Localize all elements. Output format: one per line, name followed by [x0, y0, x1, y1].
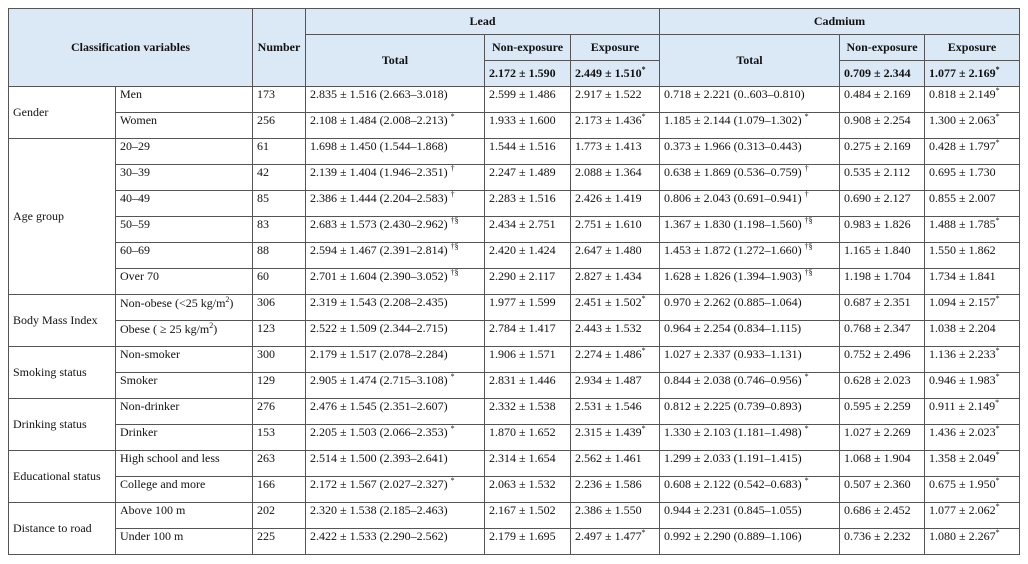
table-row [9, 217, 1020, 243]
count-cell: 83 [253, 217, 306, 243]
subcategory-label: 50–59 [116, 217, 253, 243]
significance-mark: †§ [804, 242, 813, 251]
significance-mark: * [804, 112, 809, 121]
cadmium-total-cell: 0.718 ± 2.221 (0..603–0.810) [660, 87, 840, 113]
cadmium-exposure-cell: 0.695 ± 1.730 [925, 165, 1020, 191]
cadmium-exposure-cell: 0.946 ± 1.983* [925, 373, 1020, 399]
table-row [9, 113, 1020, 139]
cadmium-non-exposure-cell: 0.686 ± 2.452 [840, 503, 925, 529]
cadmium-exposure-cell: 0.818 ± 2.149* [925, 87, 1020, 113]
count-cell: 225 [253, 529, 306, 555]
subcategory-label: Under 100 m [116, 529, 253, 555]
cadmium-total-cell: 0.638 ± 1.869 (0.536–0.759) † [660, 165, 840, 191]
table-row [9, 373, 1020, 399]
count-cell: 166 [253, 477, 306, 503]
cadmium-non-exposure-cell: 0.628 ± 2.023 [840, 373, 925, 399]
significance-mark: * [995, 65, 1000, 74]
lead-exposure-cell: 2.443 ± 1.532 [571, 321, 660, 347]
lead-exposure-cell: 2.751 ± 1.610 [571, 217, 660, 243]
significance-mark: * [995, 502, 1000, 511]
cadmium-non-exposure-cell: 0.768 ± 2.347 [840, 321, 925, 347]
lead-exposure-cell: 2.497 ± 1.477* [571, 529, 660, 555]
cadmium-total-cell: 1.330 ± 2.103 (1.181–1.498) * [660, 425, 840, 451]
significance-mark: * [450, 424, 455, 433]
group-label: Gender [9, 87, 116, 139]
cadmium-non-exposure-cell: 0.484 ± 2.169 [840, 87, 925, 113]
significance-mark: * [995, 112, 1000, 121]
table-row [9, 321, 1020, 347]
significance-mark: * [641, 346, 646, 355]
lead-non-exposure-cell: 2.434 ± 2.751 [485, 217, 571, 243]
cadmium-exposure-cell: 0.855 ± 2.007 [925, 191, 1020, 217]
subcategory-label: Over 70 [116, 269, 253, 295]
significance-mark: * [995, 138, 1000, 147]
cadmium-non-exposure-cell: 0.595 ± 2.259 [840, 399, 925, 425]
table-row [9, 191, 1020, 217]
header-lead: Lead [306, 9, 660, 35]
lead-non-exposure-cell: 1.977 ± 1.599 [485, 295, 571, 321]
count-cell: 276 [253, 399, 306, 425]
significance-mark: * [641, 424, 646, 433]
lead-exposure-cell: 2.386 ± 1.550 [571, 503, 660, 529]
lead-total-cell: 1.698 ± 1.450 (1.544–1.868) [306, 139, 485, 165]
cadmium-exposure-cell: 1.488 ± 1.785* [925, 217, 1020, 243]
lead-total-cell: 2.139 ± 1.404 (1.946–2.351) † [306, 165, 485, 191]
cadmium-exposure-cell: 1.734 ± 1.841 [925, 269, 1020, 295]
group-label: Body Mass Index [9, 295, 116, 347]
significance-mark: † [450, 190, 455, 199]
significance-mark: †§ [450, 242, 459, 251]
cadmium-non-exposure-cell: 1.068 ± 1.904 [840, 451, 925, 477]
lead-exposure-cell: 1.773 ± 1.413 [571, 139, 660, 165]
significance-mark: * [995, 86, 1000, 95]
count-cell: 88 [253, 243, 306, 269]
header-lead-non-exposure: Non-exposure [485, 35, 571, 61]
cadmium-total-cell: 1.453 ± 1.872 (1.272–1.660) †§ [660, 243, 840, 269]
lead-exposure-cell: 2.531 ± 1.546 [571, 399, 660, 425]
subcategory-label: Women [116, 113, 253, 139]
lead-total-cell: 2.108 ± 1.484 (2.008–2.213) * [306, 113, 485, 139]
count-cell: 85 [253, 191, 306, 217]
significance-mark: * [641, 112, 646, 121]
cadmium-total-cell: 0.812 ± 2.225 (0.739–0.893) [660, 399, 840, 425]
header-cadmium-exposure: Exposure [925, 35, 1020, 61]
cadmium-non-exposure-cell: 0.983 ± 1.826 [840, 217, 925, 243]
header-cadmium: Cadmium [660, 9, 1020, 35]
lead-exposure-cell: 2.274 ± 1.486* [571, 347, 660, 373]
subcategory-label: Men [116, 87, 253, 113]
table-row [9, 477, 1020, 503]
cadmium-non-exposure-overall: 0.709 ± 2.344 [840, 61, 925, 87]
significance-mark: * [995, 294, 1000, 303]
group-label: Educational status [9, 451, 116, 503]
table-row [9, 243, 1020, 269]
header-number: Number [253, 9, 306, 87]
header-lead-exposure: Exposure [571, 35, 660, 61]
cadmium-exposure-cell: 1.080 ± 2.267* [925, 529, 1020, 555]
table-row [9, 425, 1020, 451]
cadmium-exposure-cell: 1.077 ± 2.062* [925, 503, 1020, 529]
cadmium-total-cell: 0.964 ± 2.254 (0.834–1.115) [660, 321, 840, 347]
group-label: Drinking status [9, 399, 116, 451]
lead-non-exposure-cell: 2.784 ± 1.417 [485, 321, 571, 347]
lead-non-exposure-cell: 2.420 ± 1.424 [485, 243, 571, 269]
cadmium-exposure-cell: 0.911 ± 2.149* [925, 399, 1020, 425]
count-cell: 300 [253, 347, 306, 373]
significance-mark: * [641, 65, 646, 74]
lead-total-cell: 2.514 ± 1.500 (2.393–2.641) [306, 451, 485, 477]
table-header [9, 9, 1020, 87]
subcategory-label: Smoker [116, 373, 253, 399]
table-row [9, 399, 1020, 425]
lead-non-exposure-cell: 2.283 ± 1.516 [485, 191, 571, 217]
significance-mark: † [804, 164, 809, 173]
cadmium-exposure-cell: 1.094 ± 2.157* [925, 295, 1020, 321]
significance-mark: * [804, 476, 809, 485]
significance-mark: †§ [804, 268, 813, 277]
count-cell: 202 [253, 503, 306, 529]
significance-mark: * [995, 398, 1000, 407]
lead-total-cell: 2.476 ± 1.545 (2.351–2.607) [306, 399, 485, 425]
cadmium-total-cell: 1.185 ± 2.144 (1.079–1.302) * [660, 113, 840, 139]
significance-mark: * [641, 294, 646, 303]
significance-mark: * [995, 450, 1000, 459]
table-row [9, 451, 1020, 477]
lead-non-exposure-cell: 2.599 ± 1.486 [485, 87, 571, 113]
lead-total-cell: 2.386 ± 1.444 (2.204–2.583) † [306, 191, 485, 217]
lead-exposure-cell: 2.647 ± 1.480 [571, 243, 660, 269]
cadmium-non-exposure-cell: 0.690 ± 2.127 [840, 191, 925, 217]
cadmium-total-cell: 0.844 ± 2.038 (0.746–0.956) * [660, 373, 840, 399]
lead-total-cell: 2.701 ± 1.604 (2.390–3.052) †§ [306, 269, 485, 295]
cadmium-non-exposure-cell: 1.198 ± 1.704 [840, 269, 925, 295]
cadmium-non-exposure-cell: 0.736 ± 2.232 [840, 529, 925, 555]
lead-non-exposure-cell: 2.831 ± 1.446 [485, 373, 571, 399]
cadmium-non-exposure-cell: 0.752 ± 2.496 [840, 347, 925, 373]
lead-non-exposure-cell: 2.314 ± 1.654 [485, 451, 571, 477]
subcategory-label: Obese ( ≥ 25 $kg/m^2$) [116, 321, 253, 347]
cadmium-exposure-cell: 1.550 ± 1.862 [925, 243, 1020, 269]
lead-non-exposure-cell: 1.870 ± 1.652 [485, 425, 571, 451]
cadmium-total-cell: 0.992 ± 2.290 (0.889–1.106) [660, 529, 840, 555]
lead-total-cell: 2.320 ± 1.538 (2.185–2.463) [306, 503, 485, 529]
cadmium-exposure-overall: 1.077 ± 2.169* [925, 61, 1020, 87]
lead-total-cell: 2.835 ± 1.516 (2.663–3.018) [306, 87, 485, 113]
header-cadmium-total: Total [660, 35, 840, 87]
lead-total-cell: 2.319 ± 1.543 (2.208–2.435) [306, 295, 485, 321]
header-cadmium-non-exposure: Non-exposure [840, 35, 925, 61]
lead-total-cell: 2.594 ± 1.467 (2.391–2.814) †§ [306, 243, 485, 269]
subcategory-label: 40–49 [116, 191, 253, 217]
lead-exposure-cell: 2.827 ± 1.434 [571, 269, 660, 295]
table-row [9, 165, 1020, 191]
subcategory-label: Non-drinker [116, 399, 253, 425]
lead-exposure-cell: 2.315 ± 1.439* [571, 425, 660, 451]
lead-non-exposure-cell: 2.332 ± 1.538 [485, 399, 571, 425]
significance-mark: * [995, 528, 1000, 537]
cadmium-non-exposure-cell: 0.908 ± 2.254 [840, 113, 925, 139]
cadmium-total-cell: 0.970 ± 2.262 (0.885–1.064) [660, 295, 840, 321]
lead-total-cell: 2.205 ± 1.503 (2.066–2.353) * [306, 425, 485, 451]
table-body [9, 87, 1020, 555]
count-cell: 153 [253, 425, 306, 451]
cadmium-non-exposure-cell: 0.687 ± 2.351 [840, 295, 925, 321]
lead-exposure-cell: 2.426 ± 1.419 [571, 191, 660, 217]
lead-exposure-cell: 2.173 ± 1.436* [571, 113, 660, 139]
header-lead-total: Total [306, 35, 485, 87]
subcategory-label: Above 100 m [116, 503, 253, 529]
table-row [9, 269, 1020, 295]
subcategory-label: Non-smoker [116, 347, 253, 373]
group-label: Distance to road [9, 503, 116, 555]
group-label: Age group [9, 139, 116, 295]
subcategory-label: High school and less [116, 451, 253, 477]
cadmium-exposure-cell: 1.358 ± 2.049* [925, 451, 1020, 477]
lead-total-cell: 2.422 ± 1.533 (2.290–2.562) [306, 529, 485, 555]
cadmium-exposure-cell: 0.428 ± 1.797* [925, 139, 1020, 165]
count-cell: 306 [253, 295, 306, 321]
cadmium-total-cell: 1.628 ± 1.826 (1.394–1.903) †§ [660, 269, 840, 295]
count-cell: 256 [253, 113, 306, 139]
count-cell: 61 [253, 139, 306, 165]
table-row [9, 139, 1020, 165]
count-cell: 129 [253, 373, 306, 399]
table-row [9, 503, 1020, 529]
lead-exposure-cell: 2.917 ± 1.522 [571, 87, 660, 113]
subcategory-label: Drinker [116, 425, 253, 451]
lead-total-cell: 2.905 ± 1.474 (2.715–3.108) * [306, 373, 485, 399]
cadmium-total-cell: 0.373 ± 1.966 (0.313–0.443) [660, 139, 840, 165]
table-row [9, 87, 1020, 113]
lead-non-exposure-cell: 1.906 ± 1.571 [485, 347, 571, 373]
cadmium-total-cell: 0.806 ± 2.043 (0.691–0.941) † [660, 191, 840, 217]
header-classification: Classification variables [9, 9, 253, 87]
lead-total-cell: 2.683 ± 1.573 (2.430–2.962) †§ [306, 217, 485, 243]
lead-non-exposure-cell: 2.247 ± 1.489 [485, 165, 571, 191]
count-cell: 60 [253, 269, 306, 295]
lead-non-exposure-overall: 2.172 ± 1.590 [485, 61, 571, 87]
significance-mark: †§ [450, 268, 459, 277]
count-cell: 263 [253, 451, 306, 477]
cadmium-exposure-cell: 0.675 ± 1.950* [925, 477, 1020, 503]
cadmium-exposure-cell: 1.038 ± 2.204 [925, 321, 1020, 347]
cadmium-exposure-cell: 1.136 ± 2.233* [925, 347, 1020, 373]
lead-non-exposure-cell: 2.167 ± 1.502 [485, 503, 571, 529]
count-cell: 42 [253, 165, 306, 191]
lead-non-exposure-cell: 2.063 ± 1.532 [485, 477, 571, 503]
cadmium-non-exposure-cell: 1.027 ± 2.269 [840, 425, 925, 451]
cadmium-exposure-cell: 1.300 ± 2.063* [925, 113, 1020, 139]
group-label: Smoking status [9, 347, 116, 399]
table-row [9, 347, 1020, 373]
lead-non-exposure-cell: 2.290 ± 2.117 [485, 269, 571, 295]
significance-mark: * [995, 424, 1000, 433]
lead-exposure-cell: 2.088 ± 1.364 [571, 165, 660, 191]
cadmium-total-cell: 1.299 ± 2.033 (1.191–1.415) [660, 451, 840, 477]
cadmium-non-exposure-cell: 0.507 ± 2.360 [840, 477, 925, 503]
lead-non-exposure-cell: 1.544 ± 1.516 [485, 139, 571, 165]
cadmium-total-cell: 0.608 ± 2.122 (0.542–0.683) * [660, 477, 840, 503]
subcategory-label: 30–39 [116, 165, 253, 191]
subcategory-label: 60–69 [116, 243, 253, 269]
significance-mark: †§ [804, 216, 813, 225]
significance-mark: †§ [450, 216, 459, 225]
significance-mark: * [804, 372, 809, 381]
table-row [9, 529, 1020, 555]
subcategory-label: Non-obese (<25 $kg/m^2$) [116, 295, 253, 321]
lead-exposure-cell: 2.451 ± 1.502* [571, 295, 660, 321]
significance-mark: * [804, 424, 809, 433]
significance-mark: * [641, 528, 646, 537]
cadmium-non-exposure-cell: 0.535 ± 2.112 [840, 165, 925, 191]
cadmium-total-cell: 1.027 ± 2.337 (0.933–1.131) [660, 347, 840, 373]
significance-mark: * [995, 476, 1000, 485]
results-table [8, 8, 1020, 555]
cadmium-non-exposure-cell: 0.275 ± 2.169 [840, 139, 925, 165]
lead-exposure-cell: 2.236 ± 1.586 [571, 477, 660, 503]
lead-total-cell: 2.522 ± 1.509 (2.344–2.715) [306, 321, 485, 347]
significance-mark: † [804, 190, 809, 199]
count-cell: 173 [253, 87, 306, 113]
cadmium-total-cell: 1.367 ± 1.830 (1.198–1.560) †§ [660, 217, 840, 243]
significance-mark: * [995, 216, 1000, 225]
table-row [9, 295, 1020, 321]
lead-total-cell: 2.172 ± 1.567 (2.027–2.327) * [306, 477, 485, 503]
subcategory-label: College and more [116, 477, 253, 503]
count-cell: 123 [253, 321, 306, 347]
lead-exposure-overall: 2.449 ± 1.510* [571, 61, 660, 87]
significance-mark: † [450, 164, 455, 173]
lead-non-exposure-cell: 1.933 ± 1.600 [485, 113, 571, 139]
cadmium-exposure-cell: 1.436 ± 2.023* [925, 425, 1020, 451]
subcategory-label: 20–29 [116, 139, 253, 165]
table-container [8, 8, 1020, 555]
cadmium-non-exposure-cell: 1.165 ± 1.840 [840, 243, 925, 269]
significance-mark: * [995, 372, 1000, 381]
lead-total-cell: 2.179 ± 1.517 (2.078–2.284) [306, 347, 485, 373]
significance-mark: * [450, 476, 455, 485]
lead-exposure-cell: 2.934 ± 1.487 [571, 373, 660, 399]
lead-non-exposure-cell: 2.179 ± 1.695 [485, 529, 571, 555]
cadmium-total-cell: 0.944 ± 2.231 (0.845–1.055) [660, 503, 840, 529]
significance-mark: * [450, 112, 455, 121]
lead-exposure-cell: 2.562 ± 1.461 [571, 451, 660, 477]
significance-mark: * [450, 372, 455, 381]
significance-mark: * [995, 346, 1000, 355]
